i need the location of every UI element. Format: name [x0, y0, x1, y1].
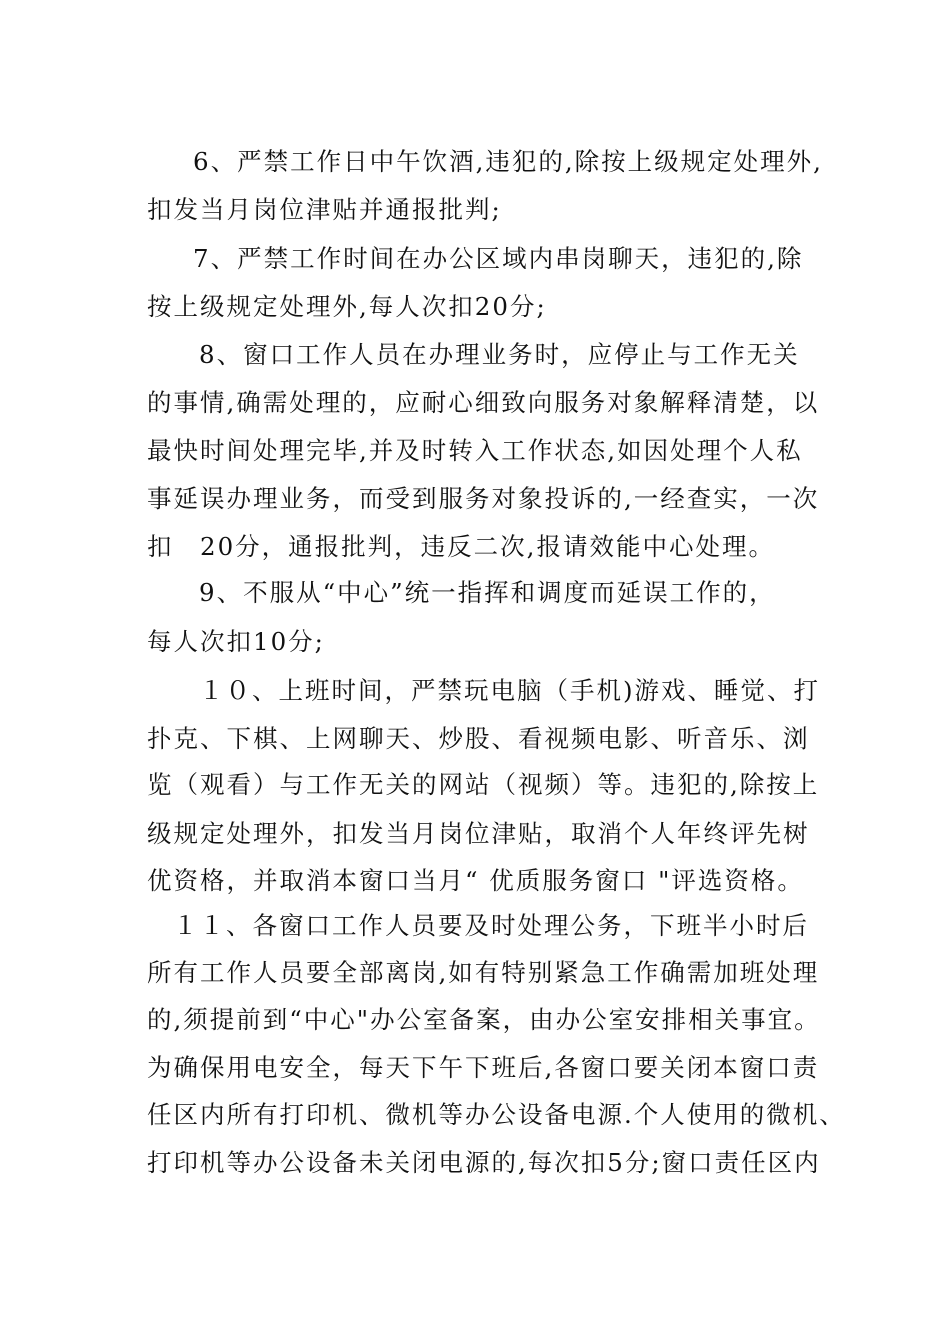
- text-line: 览（观看）与工作无关的网站（视频）等。违犯的,除按上: [147, 770, 820, 799]
- text-line: 打印机等办公设备未关闭电源的,每次扣5分;窗口责任区内: [147, 1148, 821, 1177]
- text-line: 9、不服从“中心”统一指挥和调度而延误工作的，: [199, 578, 776, 607]
- text-line: 扣发当月岗位津贴并通报批判;: [147, 195, 502, 224]
- text-line: 优资格，并取消本窗口当月“ 优质服务窗口 "评选资格。: [147, 866, 804, 895]
- text-line: 事延误办理业务，而受到服务对象投诉的,一经查实，一次: [147, 484, 820, 513]
- text-line: 按上级规定处理外,每人次扣20分;: [147, 292, 547, 321]
- text-line: 级规定处理外，扣发当月岗位津贴，取消个人年终评先树: [147, 819, 810, 848]
- text-line: 所有工作人员要全部离岗,如有特别紧急工作确需加班处理: [147, 958, 820, 987]
- text-line: 任区内所有打印机、微机等办公设备电源.个人使用的微机、: [147, 1100, 846, 1129]
- text-line: 8、窗口工作人员在办理业务时，应停止与工作无关: [199, 340, 800, 369]
- text-line: 每人次扣10分;: [147, 627, 325, 656]
- text-line: 扑克、下棋、上网聊天、炒股、看视频电影、听音乐、浏: [147, 724, 810, 753]
- text-line: 7、严禁工作时间在办公区域内串岗聊天，违犯的,除: [193, 244, 804, 273]
- text-line: 6、严禁工作日中午饮酒,违犯的,除按上级规定处理外,: [193, 147, 823, 176]
- text-line: 为确保用电安全，每天下午下班后,各窗口要关闭本窗口责: [147, 1053, 820, 1082]
- text-line: １１、各窗口工作人员要及时处理公务，下班半小时后: [173, 911, 809, 940]
- text-line: 的,须提前到“中心"办公室备案，由办公室安排相关事宜。: [147, 1005, 821, 1034]
- text-line: １０、上班时间，严禁玩电脑（手机)游戏、睡觉、打: [199, 676, 821, 705]
- text-line: 的事情,确需处理的，应耐心细致向服务对象解释清楚，以: [147, 388, 820, 417]
- text-line: 最快时间处理完毕,并及时转入工作状态,如因处理个人私: [147, 436, 803, 465]
- text-line: 扣 20分，通报批判，违反二次,报请效能中心处理。: [147, 532, 775, 561]
